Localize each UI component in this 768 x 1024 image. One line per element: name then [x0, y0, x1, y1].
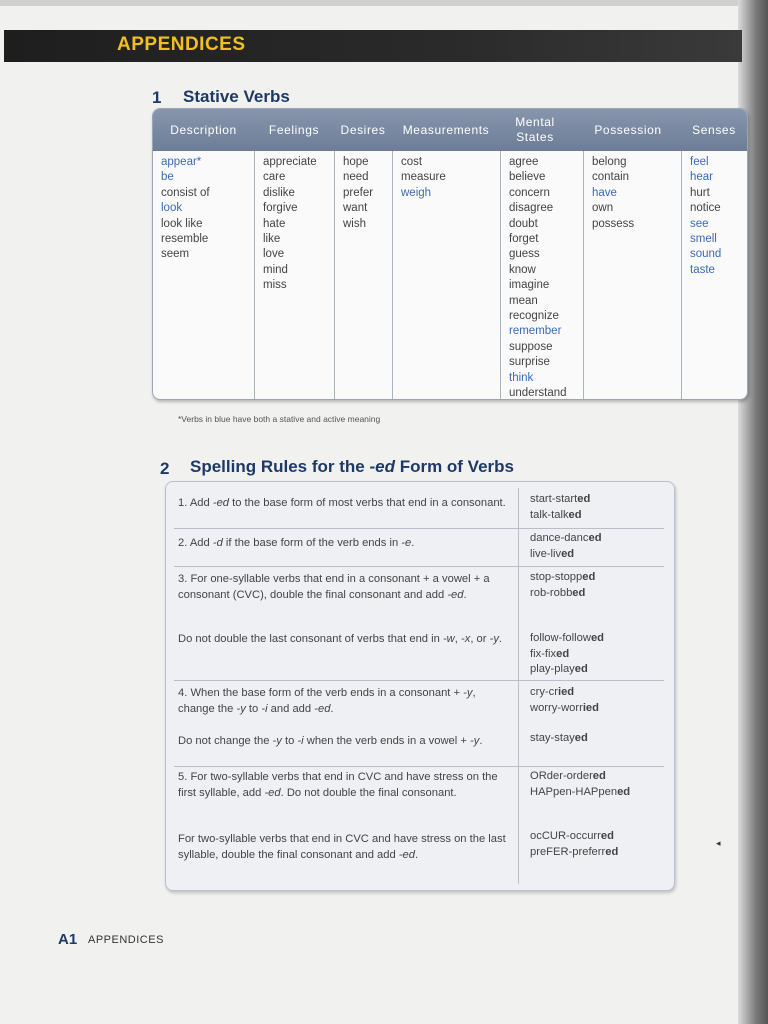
example-pair: play-played [530, 663, 588, 675]
stative-verbs-table [152, 108, 748, 400]
header-feelings: Feelings [268, 122, 320, 137]
column-desires [334, 151, 393, 399]
example-pair: follow-followed [530, 632, 604, 644]
header-mental-states: Mental States [515, 115, 555, 144]
row-divider [174, 680, 664, 681]
example-pair: stay-stayed [530, 732, 588, 744]
verb-item: seem [161, 248, 190, 261]
page-number: A1 [58, 931, 78, 948]
column-possession [583, 151, 682, 399]
verb-item: appreciate [263, 156, 317, 168]
verb-item: surprise [509, 356, 550, 369]
rule-text: 4. When the base form of the verb ends in a consonant + -y, change the -y to -i and add -ed. [178, 687, 476, 715]
example-pair: preFER-preferred [530, 845, 619, 858]
header-desires: Desires [340, 122, 386, 137]
verb-item: understand [509, 387, 567, 400]
verb-item: think [509, 371, 534, 384]
rule-examples [530, 631, 670, 678]
example-pair: start-started [530, 493, 591, 505]
verb-item: hear [690, 171, 714, 184]
verb-item: look like [161, 217, 203, 230]
rule-examples [530, 769, 670, 800]
verb-item: contain [592, 171, 630, 184]
verb-item: need [343, 171, 369, 184]
rule-examples [530, 829, 670, 860]
verb-item: recognize [509, 310, 559, 323]
header-senses: Senses [692, 122, 736, 137]
example-pair: dance-danced [530, 532, 602, 544]
verb-item: see [690, 217, 709, 230]
rule-text: 5. For two-syllable verbs that end in CVC and have stress on the first syllable, add -ed. Do not double the final consonant. [178, 771, 498, 799]
rule-examples [530, 731, 670, 747]
column-feelings [254, 151, 335, 399]
section-2-title-pre: Spelling Rules for the [190, 457, 370, 476]
verb-item: weigh [401, 186, 432, 199]
verb-item: miss [263, 279, 287, 292]
header-description: Description [170, 122, 237, 137]
column-measurements [392, 151, 501, 399]
example-pair: worry-worried [530, 701, 599, 714]
verb-item: care [263, 171, 286, 184]
rule-text: 3. For one-syllable verbs that end in a consonant + a vowel + a consonant (CVC), double the final consonant and add -ed. [178, 573, 490, 601]
example-pair: ORder-ordered [530, 770, 606, 782]
verb-item: doubt [509, 217, 538, 230]
verb-item: have [592, 186, 617, 199]
column-description [153, 151, 254, 399]
verb-item: own [592, 202, 614, 215]
verb-item: mind [263, 263, 288, 276]
section-1-title: Stative Verbs [183, 87, 290, 106]
verb-item: appear* [161, 156, 202, 168]
verb-item: disagree [509, 202, 554, 215]
column-senses [681, 151, 748, 399]
rule-examples [530, 570, 670, 601]
verb-item: hate [263, 217, 286, 230]
verb-item: dislike [263, 186, 295, 199]
verb-item: guess [509, 248, 540, 261]
verb-item: taste [690, 263, 715, 276]
verb-item: concern [509, 186, 550, 199]
header-measurements: Measurements [402, 122, 490, 137]
paper-edge [0, 0, 768, 6]
rule-text: 2. Add -d if the base form of the verb ends in -e. [178, 537, 415, 549]
verb-item: know [509, 263, 536, 276]
verb-item: belong [592, 156, 627, 168]
example-pair: live-lived [530, 547, 575, 560]
margin-mark: ◂ [716, 838, 721, 848]
section-2-number: 2 [160, 459, 170, 478]
rule-text: Do not change the -y to -i when the verb ends in a vowel + -y. [178, 735, 483, 747]
verb-item: sound [690, 248, 722, 261]
row-divider [174, 528, 664, 529]
verb-item: imagine [509, 279, 550, 292]
verb-item: hurt [690, 186, 710, 199]
rule-text: Do not double the last consonant of verbs that end in -w, -x, or -y. [178, 633, 503, 645]
verb-item: believe [509, 171, 546, 184]
example-pair: rob-robbed [530, 586, 586, 599]
verb-item: look [161, 202, 183, 215]
verb-item: like [263, 233, 281, 246]
table-header [153, 109, 747, 151]
example-pair: cry-cried [530, 686, 575, 698]
footer-label: APPENDICES [88, 934, 164, 946]
rule-examples [530, 531, 670, 562]
verb-item: smell [690, 233, 717, 246]
column-divider [518, 488, 519, 884]
verb-item: measure [401, 171, 446, 184]
verb-item: notice [690, 202, 721, 215]
rule-text: 1. Add -ed to the base form of most verbs that end in a consonant. [178, 497, 506, 509]
row-divider [174, 766, 664, 767]
section-2-title-em: -ed [369, 457, 395, 476]
row-divider [174, 566, 664, 567]
example-pair: stop-stopped [530, 571, 596, 583]
rule-examples [530, 685, 670, 716]
rule-examples [530, 492, 670, 523]
page-title: APPENDICES [117, 34, 246, 55]
verb-item: possess [592, 217, 635, 230]
verb-item: be [161, 171, 174, 184]
verb-item: forgive [263, 202, 298, 215]
rule-text: For two-syllable verbs that end in CVC and have stress on the last syllable, double the final consonant and add -ed. [178, 833, 506, 861]
verb-item: forget [509, 233, 539, 246]
example-pair: talk-talked [530, 508, 582, 521]
spelling-rules-table [165, 481, 675, 891]
verb-item: consist of [161, 186, 210, 199]
verb-item: want [343, 202, 368, 215]
table-footnote: *Verbs in blue have both a stative and active meaning [178, 414, 381, 424]
example-pair: HAPpen-HAPpened [530, 785, 631, 798]
verb-item: wish [343, 217, 367, 230]
column-mental-states [500, 151, 584, 399]
header-possession: Possession [594, 122, 662, 137]
verb-item: feel [690, 156, 709, 168]
verb-item: remember [509, 325, 562, 338]
header-bar [4, 30, 742, 62]
verb-item: mean [509, 294, 538, 307]
verb-item: hope [343, 156, 369, 168]
example-pair: fix-fixed [530, 647, 570, 660]
verb-item: resemble [161, 233, 209, 246]
section-2-title [190, 457, 514, 477]
section-1-number: 1 [152, 88, 162, 107]
example-pair: ocCUR-occurred [530, 830, 614, 842]
verb-item: agree [509, 156, 539, 168]
verb-item: cost [401, 156, 423, 168]
verb-item: love [263, 248, 285, 261]
section-2-title-post: Form of Verbs [394, 457, 514, 476]
verb-item: prefer [343, 186, 374, 199]
verb-item: suppose [509, 340, 553, 353]
